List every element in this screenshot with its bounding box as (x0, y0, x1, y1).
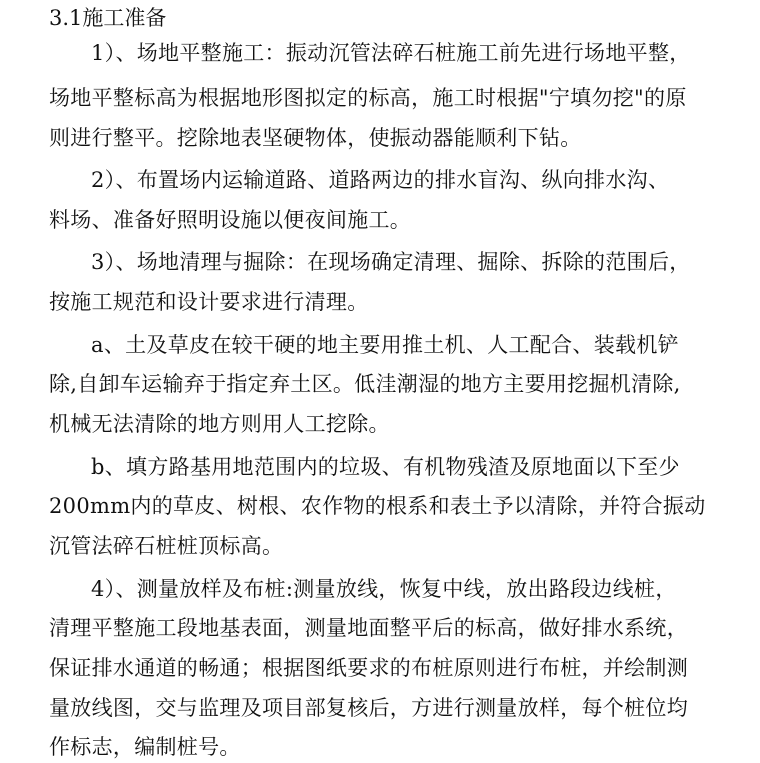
paragraph-4-line-4: 量放线图，交与监理及项目部复核后，方进行测量放样，每个桩位均 (49, 696, 688, 720)
paragraph-a-line-1: a、土及草皮在较干硬的地主要用推土机、人工配合、装载机铲 (91, 333, 679, 357)
paragraph-3-line-2: 按施工规范和设计要求进行清理。 (49, 290, 369, 314)
paragraph-4-line-2: 清理平整施工段地基表面，测量地面整平后的标高，做好排水系统， (49, 616, 688, 640)
paragraph-1-line-1: 1）、场地平整施工：振动沉管法碎石桩施工前先进行场地平整， (91, 41, 691, 65)
paragraph-1-line-2: 场地平整标高为根据地形图拟定的标高，施工时根据"宁填勿挖"的原 (49, 86, 687, 110)
section-heading: 3.1施工准备 (49, 6, 167, 30)
paragraph-b-line-3: 沉管法碎石桩桩顶标高。 (49, 534, 284, 558)
paragraph-a-line-2: 除,自卸车运输弃于指定弃土区。低洼潮湿的地方主要用挖掘机清除, (49, 372, 681, 396)
paragraph-2-line-2: 料场、准备好照明设施以便夜间施工。 (49, 208, 412, 232)
paragraph-2-line-1: 2）、布置场内运输道路、道路两边的排水盲沟、纵向排水沟、 (91, 168, 670, 192)
paragraph-4-line-5: 作标志，编制桩号。 (49, 735, 241, 759)
paragraph-4-line-1: 4）、测量放样及布桩:测量放线，恢复中线，放出路段边线桩， (91, 577, 677, 601)
paragraph-3-line-1: 3）、场地清理与掘除：在现场确定清理、掘除、拆除的范围后， (91, 250, 691, 274)
paragraph-a-line-3: 机械无法清除的地方则用人工挖除。 (49, 412, 390, 436)
paragraph-b-line-1: b、填方路基用地范围内的垃圾、有机物残渣及原地面以下至少 (91, 455, 680, 479)
paragraph-1-line-3: 则进行整平。挖除地表坚硬物体，使振动器能顺利下钻。 (49, 126, 582, 150)
paragraph-b-line-2: 200mm内的草皮、树根、农作物的根系和表土予以清除，并符合振动 (49, 494, 706, 518)
paragraph-4-line-3: 保证排水通道的畅通；根据图纸要求的布桩原则进行布桩，并绘制测 (49, 656, 688, 680)
